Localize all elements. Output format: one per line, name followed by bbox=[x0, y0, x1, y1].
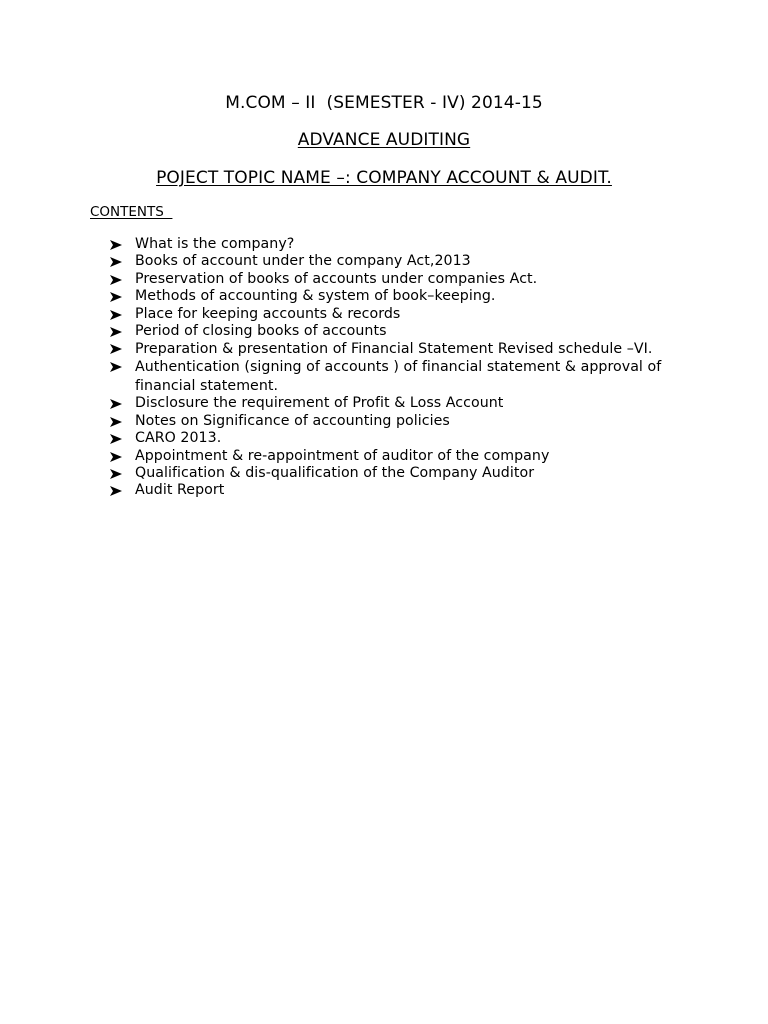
contents-heading: CONTENTS bbox=[90, 204, 173, 220]
list-item bbox=[110, 306, 700, 323]
list-item bbox=[110, 413, 700, 430]
list-item-text: Preservation of books of accounts under companies Act. bbox=[135, 270, 538, 287]
arrowhead-bullet-icon bbox=[110, 399, 122, 409]
list-item bbox=[110, 323, 700, 340]
arrowhead-bullet-icon bbox=[110, 257, 122, 267]
list-item-text: CARO 2013. bbox=[135, 430, 222, 447]
list-item bbox=[110, 395, 700, 412]
list-item bbox=[110, 482, 700, 499]
subject-heading: ADVANCE AUDITING bbox=[297, 130, 471, 150]
arrowhead-bullet-icon bbox=[110, 344, 122, 354]
arrowhead-bullet-icon bbox=[110, 362, 122, 372]
list-item-text: Qualification & dis-qualification of the Company Auditor bbox=[135, 465, 535, 482]
list-item bbox=[110, 465, 700, 482]
list-item-text: Preparation & presentation of Financial Statement Revised schedule –VI. bbox=[135, 341, 653, 358]
list-item-text: Authentication (signing of accounts ) of financial statement & approval of financial statement. bbox=[135, 359, 662, 395]
list-item-text: Period of closing books of accounts bbox=[135, 323, 387, 340]
list-item bbox=[110, 358, 700, 396]
list-item-text: Appointment & re-appointment of auditor of the company bbox=[135, 447, 550, 464]
list-item bbox=[110, 288, 700, 305]
contents-list bbox=[110, 236, 700, 500]
list-item bbox=[110, 448, 700, 465]
arrowhead-bullet-icon bbox=[110, 240, 122, 250]
arrowhead-bullet-icon bbox=[110, 275, 122, 285]
list-item-text: Place for keeping accounts & records bbox=[135, 305, 401, 322]
project-topic-heading: POJECT TOPIC NAME –: COMPANY ACCOUNT & AUDIT. bbox=[156, 168, 612, 188]
list-item bbox=[110, 236, 700, 253]
list-item-text: What is the company? bbox=[135, 236, 295, 252]
arrowhead-bullet-icon bbox=[110, 417, 122, 427]
list-item bbox=[110, 271, 700, 288]
arrowhead-bullet-icon bbox=[110, 486, 122, 496]
arrowhead-bullet-icon bbox=[110, 452, 122, 462]
list-item bbox=[110, 253, 700, 270]
arrowhead-bullet-icon bbox=[110, 327, 122, 337]
list-item-text: Notes on Significance of accounting policies bbox=[135, 412, 450, 429]
arrowhead-bullet-icon bbox=[110, 292, 122, 302]
arrowhead-bullet-icon bbox=[110, 434, 122, 444]
arrowhead-bullet-icon bbox=[110, 469, 122, 479]
document-title: M.COM – II (SEMESTER - IV) 2014-15 bbox=[225, 93, 543, 113]
list-item-text: Books of account under the company Act,2013 bbox=[135, 253, 471, 270]
list-item-text: Methods of accounting & system of book–keeping. bbox=[135, 288, 496, 305]
list-item-text: Disclosure the requirement of Profit & Loss Account bbox=[135, 395, 504, 412]
arrowhead-bullet-icon bbox=[110, 310, 122, 320]
list-item bbox=[110, 430, 700, 447]
list-item-text: Audit Report bbox=[135, 482, 225, 499]
list-item bbox=[110, 340, 700, 359]
